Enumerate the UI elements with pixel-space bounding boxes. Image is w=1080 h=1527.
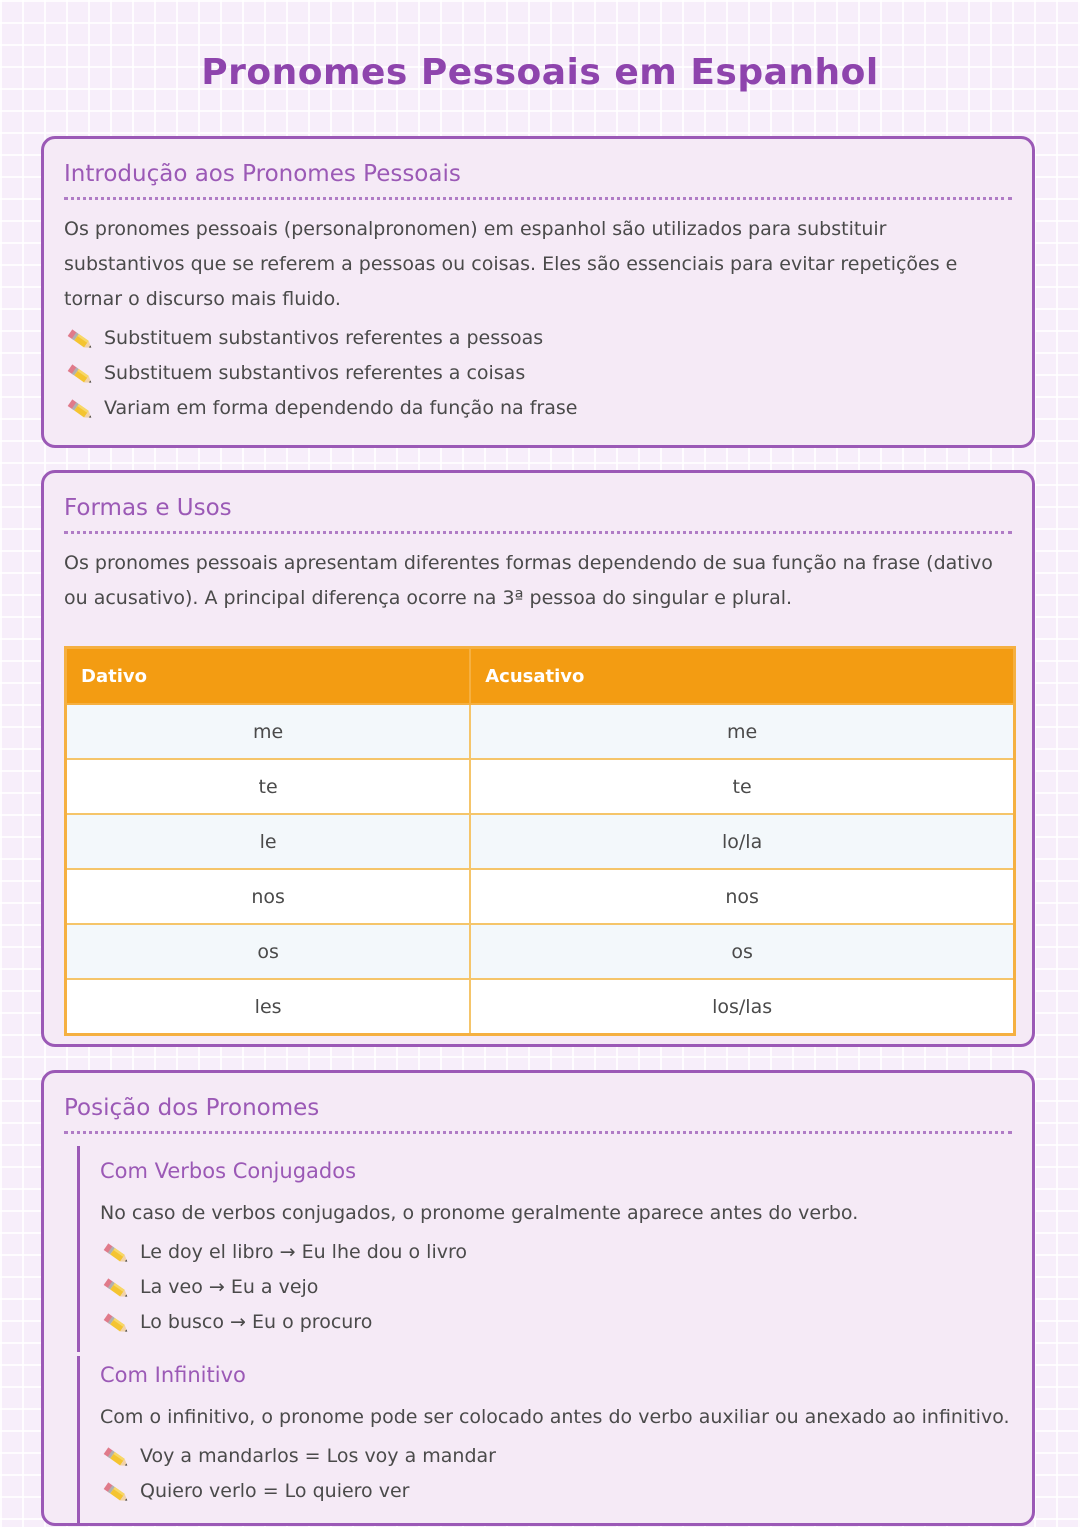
table-header-row (66, 648, 1015, 705)
table-cell: le (66, 814, 471, 869)
forms-title: Formas e Usos (64, 493, 1012, 534)
table-cell: te (66, 759, 471, 814)
intro-card (41, 136, 1035, 448)
table-row (66, 979, 1015, 1035)
infinitive-text: Com o infinitivo, o pronome pode ser colocado antes do verbo auxiliar ou anexado ao infinitivo. (100, 1406, 1010, 1428)
infinitive-examples (100, 1439, 1012, 1509)
list-item (64, 356, 1012, 391)
pencil-icon (64, 362, 94, 386)
forms-text: Os pronomes pessoais apresentam diferentes formas dependendo de sua função na frase (dativo ou acusativo). A principal diferença ocorre na 3ª pessoa do singular e plural. (64, 552, 993, 609)
intro-bullet-list (64, 321, 1012, 426)
table-cell: os (66, 924, 471, 979)
conjugated-section (77, 1146, 1012, 1352)
pronoun-forms-table (64, 646, 1016, 1036)
table-row (66, 759, 1015, 814)
example-text: Lo busco → Eu o procuro (140, 1311, 373, 1333)
example-text: Voy a mandarlos = Los voy a mandar (140, 1445, 496, 1467)
table-cell: nos (66, 869, 471, 924)
list-item (100, 1474, 1012, 1509)
intro-text: Os pronomes pessoais (personalpronomen) em espanhol são utilizados para substituir substantivos que se referem a pessoas ou coisas. Eles são essenciais para evitar repetições e tornar o discurso mais fluido. (64, 218, 958, 310)
conjugated-examples (100, 1235, 1012, 1340)
bullet-text: Variam em forma dependendo da função na frase (104, 397, 578, 419)
bullet-text: Substituem substantivos referentes a coisas (104, 362, 526, 384)
example-text: Quiero verlo = Lo quiero ver (140, 1480, 410, 1502)
pencil-icon (100, 1445, 130, 1469)
table-row (66, 924, 1015, 979)
example-text: Le doy el libro → Eu lhe dou o livro (140, 1241, 467, 1263)
table-cell: te (470, 759, 1014, 814)
page-title: Pronomes Pessoais em Espanhol (201, 52, 879, 93)
infinitive-title: Com Infinitivo (100, 1363, 246, 1387)
table-cell: les (66, 979, 471, 1035)
table-cell: os (470, 924, 1014, 979)
table-cell: nos (470, 869, 1014, 924)
pencil-icon (64, 327, 94, 351)
table-row (66, 704, 1015, 759)
conjugated-text: No caso de verbos conjugados, o pronome geralmente aparece antes do verbo. (100, 1202, 859, 1224)
pencil-icon (64, 397, 94, 421)
list-item (100, 1270, 1012, 1305)
bullet-text: Substituem substantivos referentes a pessoas (104, 327, 544, 349)
table-row (66, 814, 1015, 869)
position-card (41, 1070, 1035, 1526)
table-cell: me (66, 704, 471, 759)
position-title: Posição dos Pronomes (64, 1093, 1012, 1134)
list-item (100, 1305, 1012, 1340)
example-text: La veo → Eu a vejo (140, 1276, 319, 1298)
header-acusativo: Acusativo (470, 648, 1014, 705)
list-item (100, 1439, 1012, 1474)
pencil-icon (100, 1241, 130, 1265)
table-row (66, 869, 1015, 924)
pencil-icon (100, 1480, 130, 1504)
forms-card (41, 470, 1035, 1047)
table-cell: lo/la (470, 814, 1014, 869)
pencil-icon (100, 1276, 130, 1300)
header-dativo: Dativo (66, 648, 471, 705)
list-item (64, 321, 1012, 356)
list-item (100, 1235, 1012, 1270)
table-cell: los/las (470, 979, 1014, 1035)
pencil-icon (100, 1311, 130, 1335)
infinitive-section (77, 1356, 1012, 1523)
conjugated-title: Com Verbos Conjugados (100, 1159, 357, 1183)
table-cell: me (470, 704, 1014, 759)
list-item (64, 391, 1012, 426)
intro-title: Introdução aos Pronomes Pessoais (64, 159, 1012, 200)
